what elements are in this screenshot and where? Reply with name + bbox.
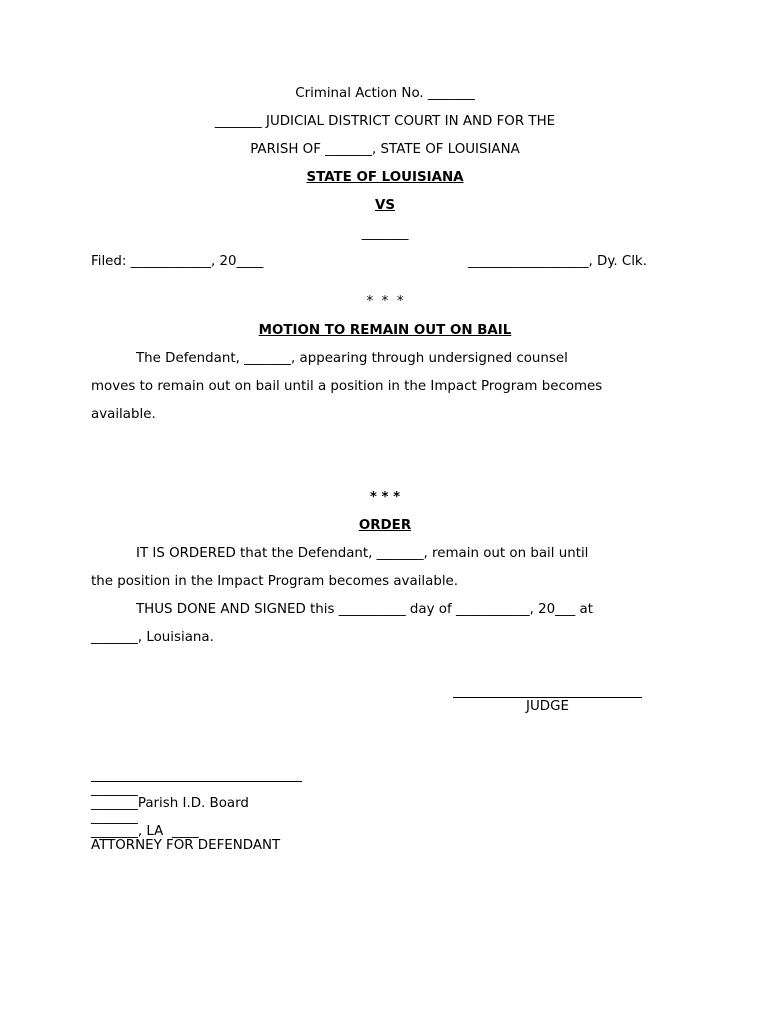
attorney-block-line: _______ (91, 782, 138, 797)
order-text-line: _______, Louisiana. (91, 630, 214, 645)
judge-signature-line (453, 697, 642, 698)
criminal-action-number: Criminal Action No. _______ (295, 86, 475, 101)
attorney-title: ATTORNEY FOR DEFENDANT (91, 838, 281, 853)
order-text-line: THUS DONE AND SIGNED this __________ day of ___________, 20___ at (136, 602, 593, 617)
court-line: _______ JUDICIAL DISTRICT COURT IN AND FOR THE (214, 114, 556, 129)
versus-label: VS (374, 198, 395, 213)
section-separator: * * * (369, 490, 401, 505)
order-title: ORDER (358, 518, 412, 533)
section-separator: * * * (366, 294, 404, 309)
motion-text-line: moves to remain out on bail until a position in the Impact Program becomes (91, 379, 603, 394)
order-text-line: IT IS ORDERED that the Defendant, _______, remain out on bail until (136, 546, 589, 561)
attorney-block-line: _______ (91, 810, 138, 825)
deputy-clerk: __________________, Dy. Clk. (468, 254, 647, 269)
plaintiff-name: STATE OF LOUISIANA (306, 170, 464, 185)
motion-title: MOTION TO REMAIN OUT ON BAIL (258, 323, 512, 338)
order-text-line: the position in the Impact Program becomes available. (91, 574, 459, 589)
motion-text-line: available. (91, 407, 156, 422)
judge-label: JUDGE (526, 699, 569, 714)
attorney-block-line: _______Parish I.D. Board (91, 796, 249, 811)
attorney-block-line: _______, LA ____ (91, 824, 199, 839)
filed-date: Filed: ____________, 20____ (91, 254, 264, 269)
parish-line: PARISH OF _______, STATE OF LOUISIANA (250, 142, 520, 157)
motion-text-line: The Defendant, _______, appearing through undersigned counsel (136, 351, 568, 366)
defendant-blank: _______ (361, 226, 409, 241)
